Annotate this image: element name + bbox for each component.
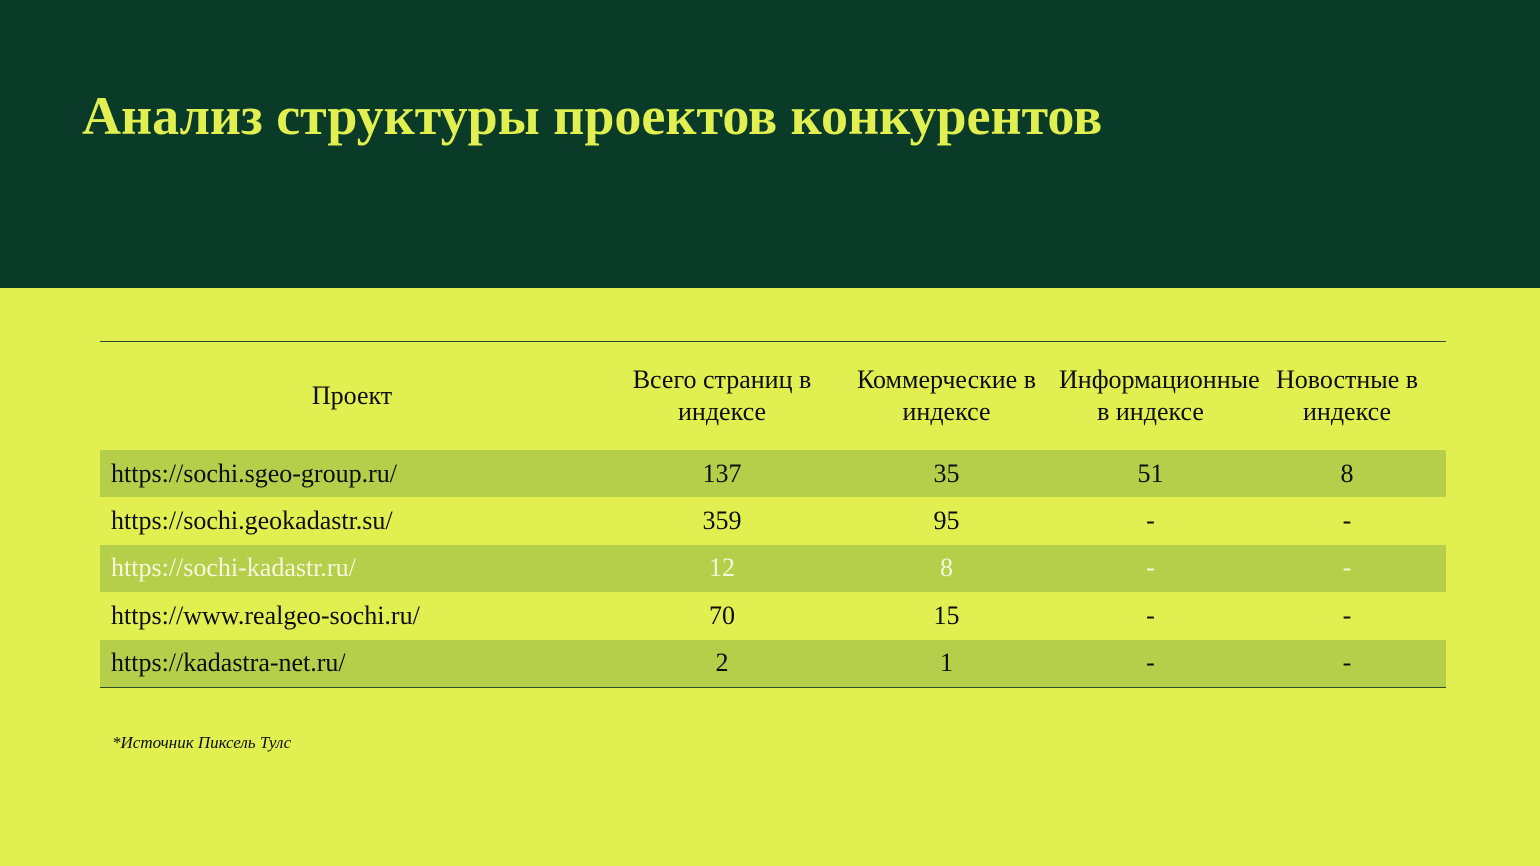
source-footnote: *Источник Пиксель Тулс [112, 733, 292, 752]
commercial-cell: 35 [933, 458, 960, 488]
competitor-table-container [100, 341, 1446, 688]
project-url: https://sochi.geokadastr.su/ [111, 506, 393, 536]
total-pages-cell: 2 [715, 648, 729, 678]
column-header-project: Проект [311, 381, 393, 410]
table-row [100, 592, 1446, 639]
table-row [100, 545, 1446, 592]
informational-cell: - [1146, 600, 1155, 630]
informational-cell: - [1146, 648, 1155, 678]
project-url: https://kadastra-net.ru/ [111, 648, 346, 678]
total-pages-cell: 70 [709, 600, 735, 630]
news-cell: - [1342, 600, 1352, 630]
total-pages-cell: 12 [709, 553, 735, 583]
header-band [0, 0, 1540, 288]
table-row [100, 497, 1446, 544]
news-cell: - [1342, 553, 1352, 583]
project-url: https://sochi-kadastr.ru/ [111, 553, 356, 583]
commercial-cell: 15 [933, 600, 960, 630]
informational-cell: 51 [1137, 458, 1164, 488]
total-pages-cell: 137 [702, 458, 742, 488]
table-row [100, 640, 1446, 688]
commercial-cell: 95 [933, 506, 960, 536]
informational-cell: - [1146, 553, 1155, 583]
news-cell: 8 [1340, 458, 1354, 488]
competitor-structure-table [100, 341, 1446, 688]
project-url: https://www.realgeo-sochi.ru/ [111, 600, 420, 630]
column-header-total-pages: Всего страниц в индексе [632, 365, 812, 426]
commercial-cell: 8 [940, 553, 953, 583]
column-header-news: Новостные в индексе [1275, 365, 1419, 426]
total-pages-cell: 359 [702, 506, 742, 536]
table-header-row [100, 342, 1446, 451]
slide-title: Анализ структуры проектов конкурентов [82, 86, 1103, 146]
table-row [100, 450, 1446, 497]
column-header-commercial: Коммерческие в индексе [856, 365, 1037, 426]
informational-cell: - [1146, 506, 1155, 536]
news-cell: - [1342, 506, 1352, 536]
column-header-informational: Информационные в индексе [1059, 365, 1260, 426]
commercial-cell: 1 [940, 648, 953, 678]
news-cell: - [1342, 648, 1352, 678]
project-url: https://sochi.sgeo-group.ru/ [111, 458, 397, 488]
